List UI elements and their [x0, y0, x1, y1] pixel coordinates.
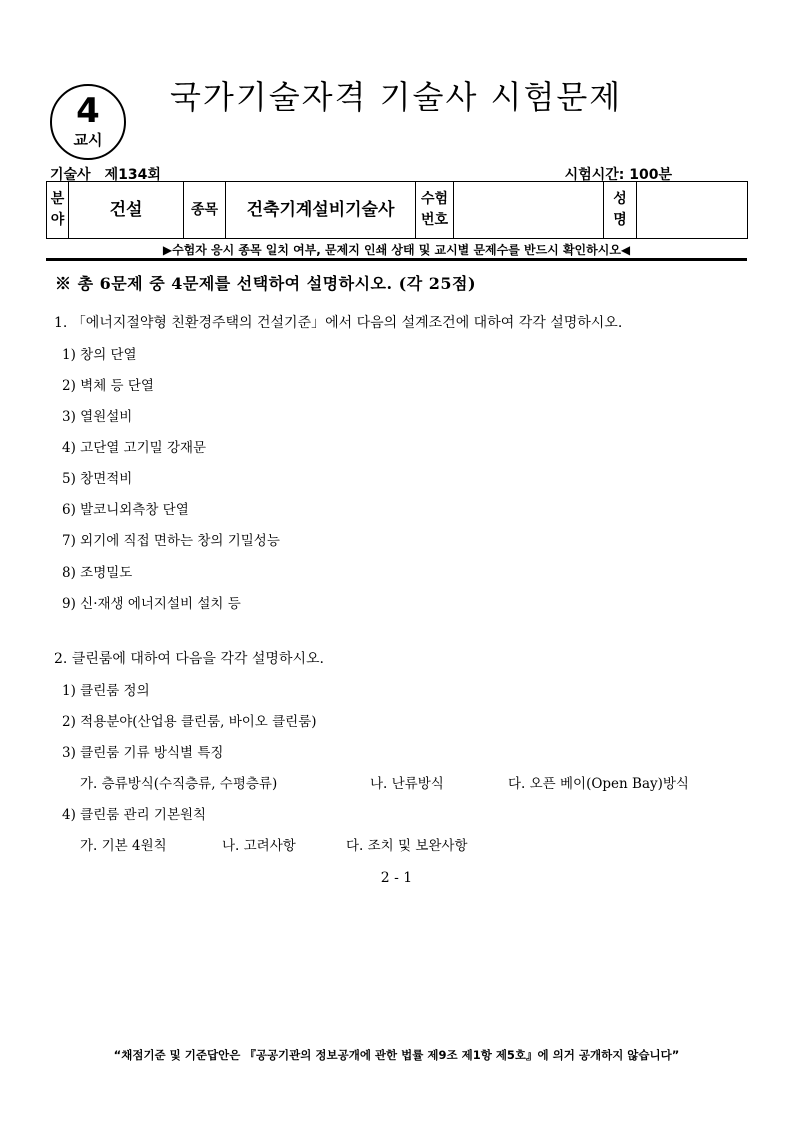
- sub-item-row: [0, 837, 793, 855]
- sub-item: 나. 고려사항: [222, 838, 296, 854]
- list-item: 6) 발코니외측창 단열: [62, 502, 189, 518]
- name-field[interactable]: [637, 182, 748, 239]
- question-2: 2. 클린룸에 대하여 다음을 각각 설명하시오.: [54, 651, 324, 667]
- exam-no-label: 수험 번호: [416, 182, 454, 239]
- period-number: 4: [76, 91, 100, 131]
- sub-item-row: [0, 775, 793, 793]
- page-title: 국가기술자격 기술사 시험문제: [170, 78, 623, 116]
- period-badge: [50, 84, 126, 160]
- exam-time: 시험시간: 100분: [564, 167, 672, 183]
- list-item: 9) 신·재생 에너지설비 설치 등: [62, 596, 241, 612]
- footer-note: “채점기준 및 기준답안은 『공공기관의 정보공개에 관한 법률 제9조 제1항 제5호』에 의거 공개하지 않습니다”: [113, 1048, 680, 1062]
- divider: [46, 258, 747, 261]
- sub-item: 다. 조치 및 보완사항: [346, 838, 468, 854]
- list-item: 7) 외기에 직접 면하는 창의 기밀성능: [62, 533, 280, 549]
- exam-type: 기술사 제134회: [50, 167, 161, 183]
- sub-item: 가. 기본 4원칙: [80, 838, 167, 854]
- instruction: ※ 총 6문제 중 4문제를 선택하여 설명하시오. (각 25점): [55, 274, 477, 293]
- list-item: 2) 벽체 등 단열: [62, 378, 154, 394]
- field-value: 건설: [69, 182, 184, 239]
- period-label: 교시: [73, 131, 103, 149]
- field-label: 분 야: [47, 182, 69, 239]
- category-label: 종목: [184, 182, 226, 239]
- list-item: 1) 창의 단열: [62, 347, 137, 363]
- list-item: 3) 클린룸 기류 방식별 특징: [62, 745, 224, 761]
- sub-item: 다. 오픈 베이(Open Bay)방식: [508, 776, 689, 792]
- list-item: 4) 클린룸 관리 기본원칙: [62, 807, 207, 823]
- exam-no-field[interactable]: [454, 182, 604, 239]
- name-label: 성 명: [604, 182, 637, 239]
- category-value: 건축기계설비기술사: [226, 182, 416, 239]
- list-item: 8) 조명밀도: [62, 565, 133, 581]
- list-item: 3) 열원설비: [62, 409, 133, 425]
- list-item: 2) 적용분야(산업용 클린룸, 바이오 클린룸): [62, 714, 317, 730]
- question-1: 1. 「에너지절약형 친환경주택의 건설기준」에서 다음의 설계조건에 대하여 각각 설명하시오.: [54, 315, 623, 331]
- sub-item: 가. 층류방식(수직층류, 수평층류): [80, 776, 278, 792]
- list-item: 1) 클린룸 정의: [62, 683, 150, 699]
- sub-item: 나. 난류방식: [370, 776, 444, 792]
- page-number: 2 - 1: [380, 870, 413, 886]
- info-table: [46, 181, 748, 239]
- list-item: 5) 창면적비: [62, 471, 133, 487]
- notice: ▶수험자 응시 종목 일치 여부, 문제지 인쇄 상태 및 교시별 문제수를 반드시 확인하시오◀: [162, 243, 631, 257]
- list-item: 4) 고단열 고기밀 강재문: [62, 440, 207, 456]
